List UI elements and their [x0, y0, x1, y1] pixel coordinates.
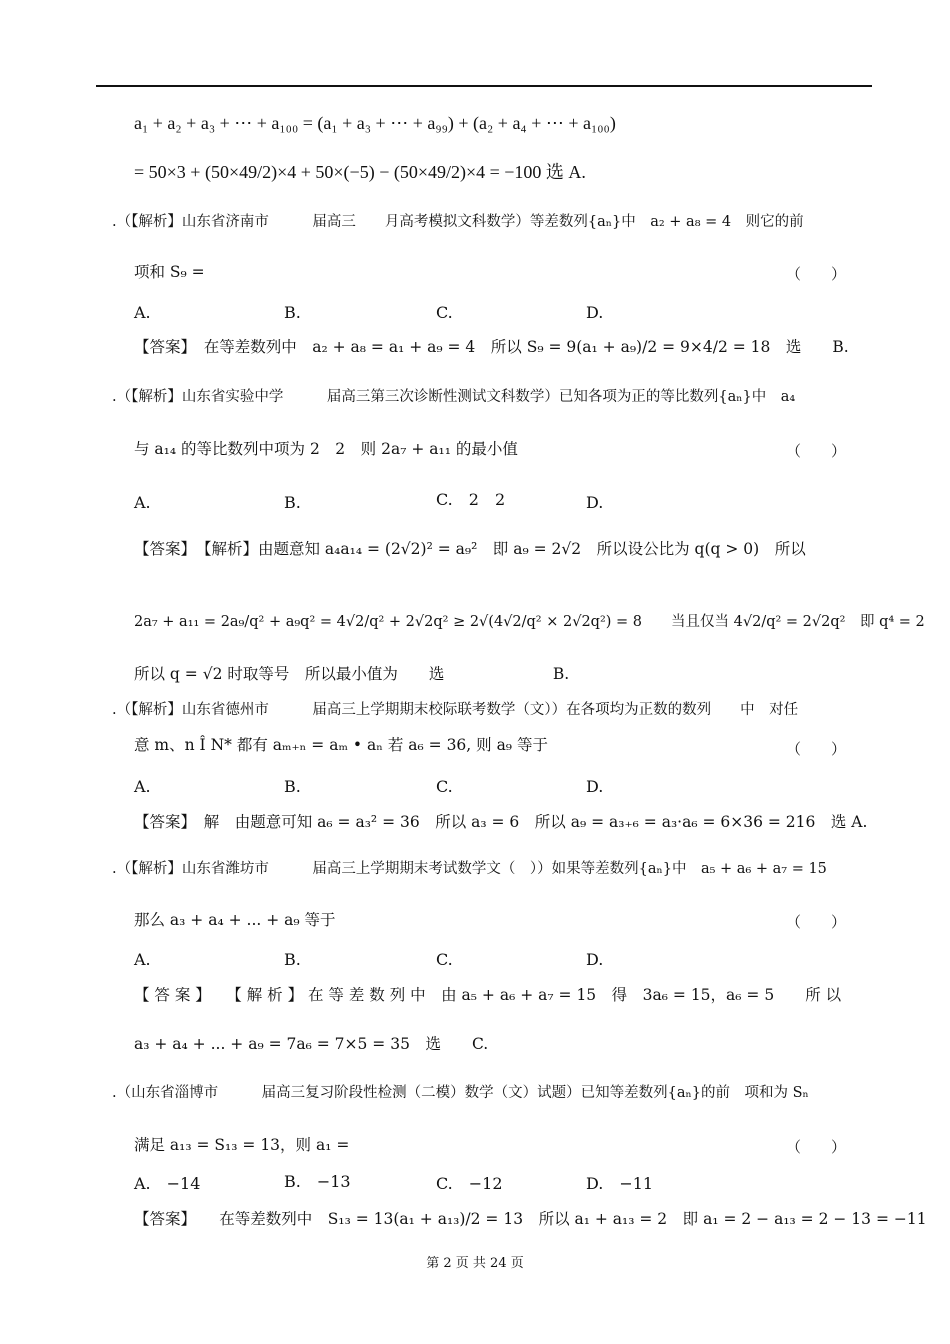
option-b: B. −13 — [284, 1172, 351, 1191]
question-header: .（山东省淄博市 届高三复习阶段性检测（二模）数学（文）试题）已知等差数列{aₙ}的前 项和为 Sₙ — [112, 1085, 809, 1101]
question-header: .（【解析】山东省德州市 届高三上学期期末校际联考数学（文））在各项均为正数的数列 中 对任 — [112, 702, 799, 718]
header-rule — [96, 85, 872, 87]
answer-line: 所以 q = √2 时取等号 所以最小值为 选 B. — [134, 665, 570, 683]
answer-paren: （ ） — [786, 1138, 847, 1156]
option-a: A. — [134, 777, 151, 796]
answer-line: 【答案】 解 由题意可知 a₆ = a₃² = 36 所以 a₃ = 6 所以 a₉ = a₃₊₆ = a₃·a₆ = 6×36 = 216 选 A. — [134, 813, 868, 831]
option-a: A. — [134, 950, 151, 969]
solution-line: = 50×3 + (50×49/2)×4 + 50×(−5) − (50×49/2)×4 = −100 选 A. — [134, 162, 586, 182]
option-c: C. — [436, 950, 453, 969]
solution-line: a₁ + a₂ + a₃ + ⋯ + a₁₀₀ = (a₁ + a₃ + ⋯ + a₉₉) + (a₂ + a₄ + ⋯ + a₁₀₀) — [134, 113, 616, 133]
option-d: D. — [586, 303, 604, 322]
answer-line: 【答案】 在等差数列中 S₁₃ = 13(a₁ + a₁₃)/2 = 13 所以 a₁ + a₁₃ = 2 即 a₁ = 2 − a₁₃ = 2 − 13 = −11 — [134, 1210, 927, 1228]
option-c: C. −12 — [436, 1174, 503, 1193]
option-b: B. — [284, 303, 301, 322]
page-footer: 第 2 页 共 24 页 — [426, 1256, 524, 1271]
option-a: A. — [134, 303, 151, 322]
question-continuation: 意 m、n Î N* 都有 aₘ₊ₙ = aₘ • aₙ 若 a₆ = 36, 则 a₉ 等于 — [134, 736, 548, 754]
option-b: B. — [284, 777, 301, 796]
option-d: D. −11 — [586, 1174, 654, 1193]
answer-paren: （ ） — [786, 265, 847, 283]
answer-line: 【答案】 在等差数列中 a₂ + a₈ = a₁ + a₉ = 4 所以 S₉ = 9(a₁ + a₉)/2 = 9×4/2 = 18 选 B. — [134, 338, 849, 356]
option-b: B. — [284, 493, 301, 512]
answer-line: 【答案】 【解析】由题意知 a₄a₁₄ = (2√2)² = a₉² 即 a₉ = 2√2 所以设公比为 q(q > 0) 所以 — [134, 540, 806, 558]
question-header: .（【解析】山东省潍坊市 届高三上学期期末考试数学文（ ））如果等差数列{aₙ}中 a₅ + a₆ + a₇ = 15 — [112, 861, 827, 877]
answer-line: 2a₇ + a₁₁ = 2a₉/q² + a₉q² = 4√2/q² + 2√2q² ≥ 2√(4√2/q² × 2√2q²) = 8 当且仅当 4√2/q² = 2√2q² 即 q⁴ = 2 — [134, 614, 925, 630]
question-continuation: 与 a₁₄ 的等比数列中项为 2 2 则 2a₇ + a₁₁ 的最小值 — [134, 440, 518, 458]
option-d: D. — [586, 493, 604, 512]
question-continuation: 那么 a₃ + a₄ + ... + a₉ 等于 — [134, 911, 336, 929]
answer-line: 【 答 案 】 【 解 析 】 在 等 差 数 列 中 由 a₅ + a₆ + a₇ = 15 得 3a₆ = 15，a₆ = 5 所 以 — [134, 986, 842, 1004]
question-continuation: 满足 a₁₃ = S₁₃ = 13，则 a₁ = — [134, 1136, 350, 1154]
option-c: C. 2 2 — [436, 490, 506, 509]
option-a: A. — [134, 493, 151, 512]
option-d: D. — [586, 950, 604, 969]
option-d: D. — [586, 777, 604, 796]
answer-paren: （ ） — [786, 442, 847, 460]
answer-paren: （ ） — [786, 740, 847, 758]
answer-paren: （ ） — [786, 913, 847, 931]
question-header: .（【解析】山东省济南市 届高三 月高考模拟文科数学）等差数列{aₙ}中 a₂ + a₈ = 4 则它的前 — [112, 214, 804, 230]
option-a: A. −14 — [134, 1174, 201, 1193]
option-b: B. — [284, 950, 301, 969]
question-header: .（【解析】山东省实验中学 届高三第三次诊断性测试文科数学）已知各项为正的等比数列{aₙ}中 a₄ — [112, 389, 796, 405]
answer-line: a₃ + a₄ + ... + a₉ = 7a₆ = 7×5 = 35 选 C. — [134, 1035, 489, 1053]
option-c: C. — [436, 303, 453, 322]
option-c: C. — [436, 777, 453, 796]
question-continuation: 项和 S₉ = — [134, 263, 205, 281]
